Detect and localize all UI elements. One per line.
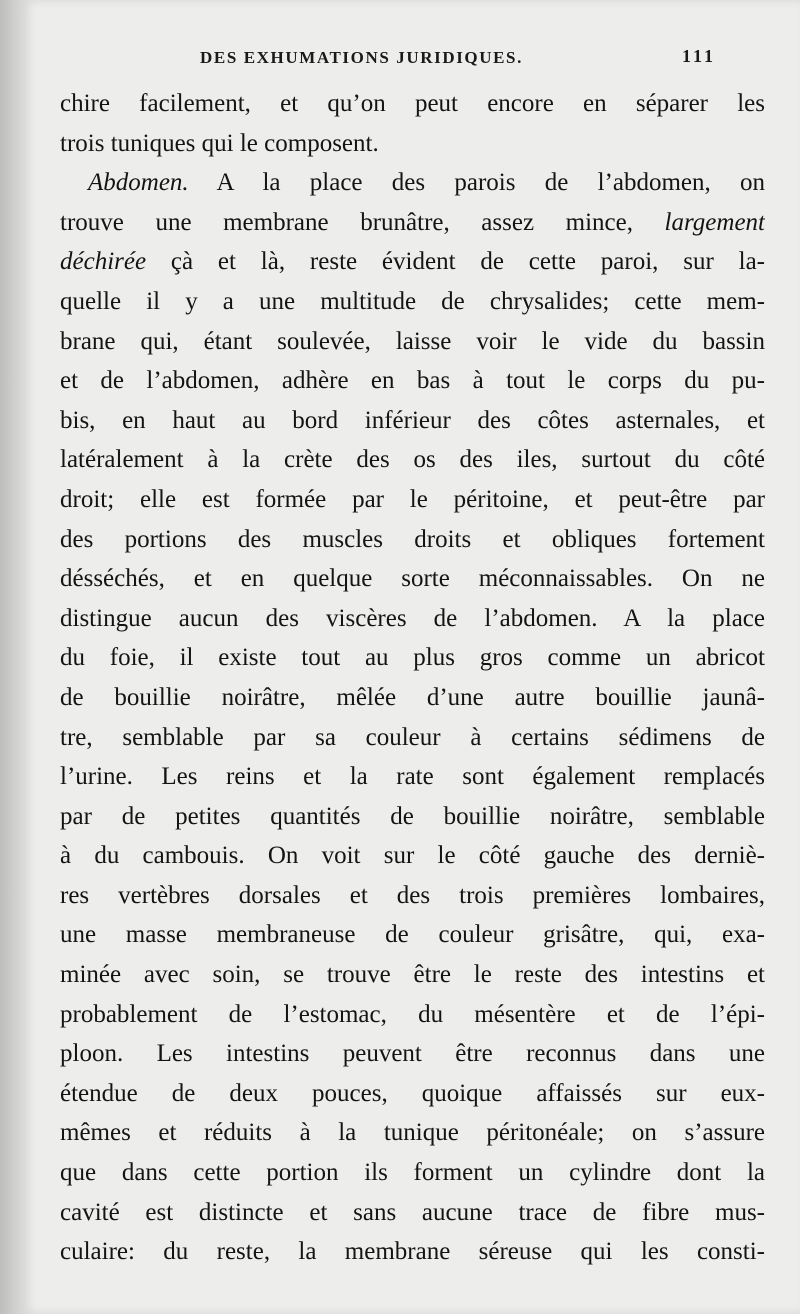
- book-page: [22, 0, 800, 1314]
- text-line-18: l’urine. Les reins et la rate sont également remplacés: [60, 763, 765, 791]
- text-line-5: [60, 242, 765, 282]
- body-text: [60, 84, 765, 1272]
- text-line-3-rest: A la place des parois de l’abdomen, on: [188, 169, 765, 197]
- text-line-27: mêmes et réduits à la tunique péritonéale; on s’assure: [60, 1119, 765, 1147]
- section-heading-abdomen: Abdomen.: [88, 169, 189, 197]
- text-line-24: probablement de l’estomac, du mésentère et de l’épi-: [60, 1000, 765, 1028]
- text-line-23: minée avec soin, se trouve être le reste des intestins et: [60, 961, 765, 989]
- page-number: 111: [682, 46, 717, 66]
- text-line-4: [60, 203, 765, 243]
- text-line-10: latéralement à la crète des os des iles, surtout du côté: [60, 446, 765, 474]
- text-line-22: une masse membraneuse de couleur grisâtre, qui, exa-: [60, 921, 765, 949]
- text-line-8: et de l’abdomen, adhère en bas à tout le corps du pu-: [60, 367, 765, 395]
- text-line-14: distingue aucun des viscères de l’abdomen. A la place: [60, 604, 765, 632]
- text-line-4-plain: trouve une membrane brunâtre, assez mince,: [60, 208, 665, 236]
- text-line-29: cavité est distincte et sans aucune trace de fibre mus-: [60, 1198, 765, 1226]
- text-line-9: bis, en haut au bord inférieur des côtes asternales, et: [60, 406, 765, 434]
- text-line-17: tre, semblable par sa couleur à certains sédimens de: [60, 723, 765, 751]
- running-header: [22, 44, 800, 74]
- text-line-5-italic: déchirée: [60, 248, 147, 276]
- text-line-13: désséchés, et en quelque sorte méconnaissables. On ne: [60, 565, 765, 593]
- text-line-16: de bouillie noirâtre, mêlée d’une autre bouillie jaunâ-: [60, 683, 765, 711]
- text-line-30: culaire: du reste, la membrane séreuse qui les consti-: [60, 1238, 765, 1266]
- text-line-11: droit; elle est formée par le péritoine, et peut-être par: [60, 485, 765, 513]
- text-line-4-italic: largement: [664, 208, 765, 236]
- text-line-20: à du cambouis. On voit sur le côté gauche des derniè-: [60, 842, 765, 870]
- text-line-26: étendue de deux pouces, quoique affaissés sur eux-: [60, 1079, 765, 1107]
- text-line-19: par de petites quantités de bouillie noirâtre, semblable: [60, 802, 765, 830]
- text-line-1: chire facilement, et qu’on peut encore en séparer les: [60, 90, 765, 117]
- text-line-12: des portions des muscles droits et obliques fortement: [60, 525, 765, 553]
- text-line-28: que dans cette portion ils forment un cylindre dont la: [60, 1159, 765, 1187]
- text-line-21: res vertèbres dorsales et des trois premières lombaires,: [60, 881, 765, 909]
- text-line-7: brane qui, étant soulevée, laisse voir le vide du bassin: [60, 327, 765, 355]
- running-title: DES EXHUMATIONS JURIDIQUES.: [200, 48, 523, 67]
- text-line-3: [60, 163, 765, 203]
- text-line-6: quelle il y a une multitude de chrysalides; cette mem-: [60, 287, 765, 315]
- text-line-15: du foie, il existe tout au plus gros comme un abricot: [60, 644, 765, 672]
- text-line-2: trois tuniques qui le composent.: [60, 129, 379, 157]
- book-gutter-shadow: [0, 0, 22, 1314]
- text-line-5-rest: çà et là, reste évident de cette paroi, sur la-: [146, 248, 765, 276]
- text-line-25: ploon. Les intestins peuvent être reconnus dans une: [60, 1040, 765, 1068]
